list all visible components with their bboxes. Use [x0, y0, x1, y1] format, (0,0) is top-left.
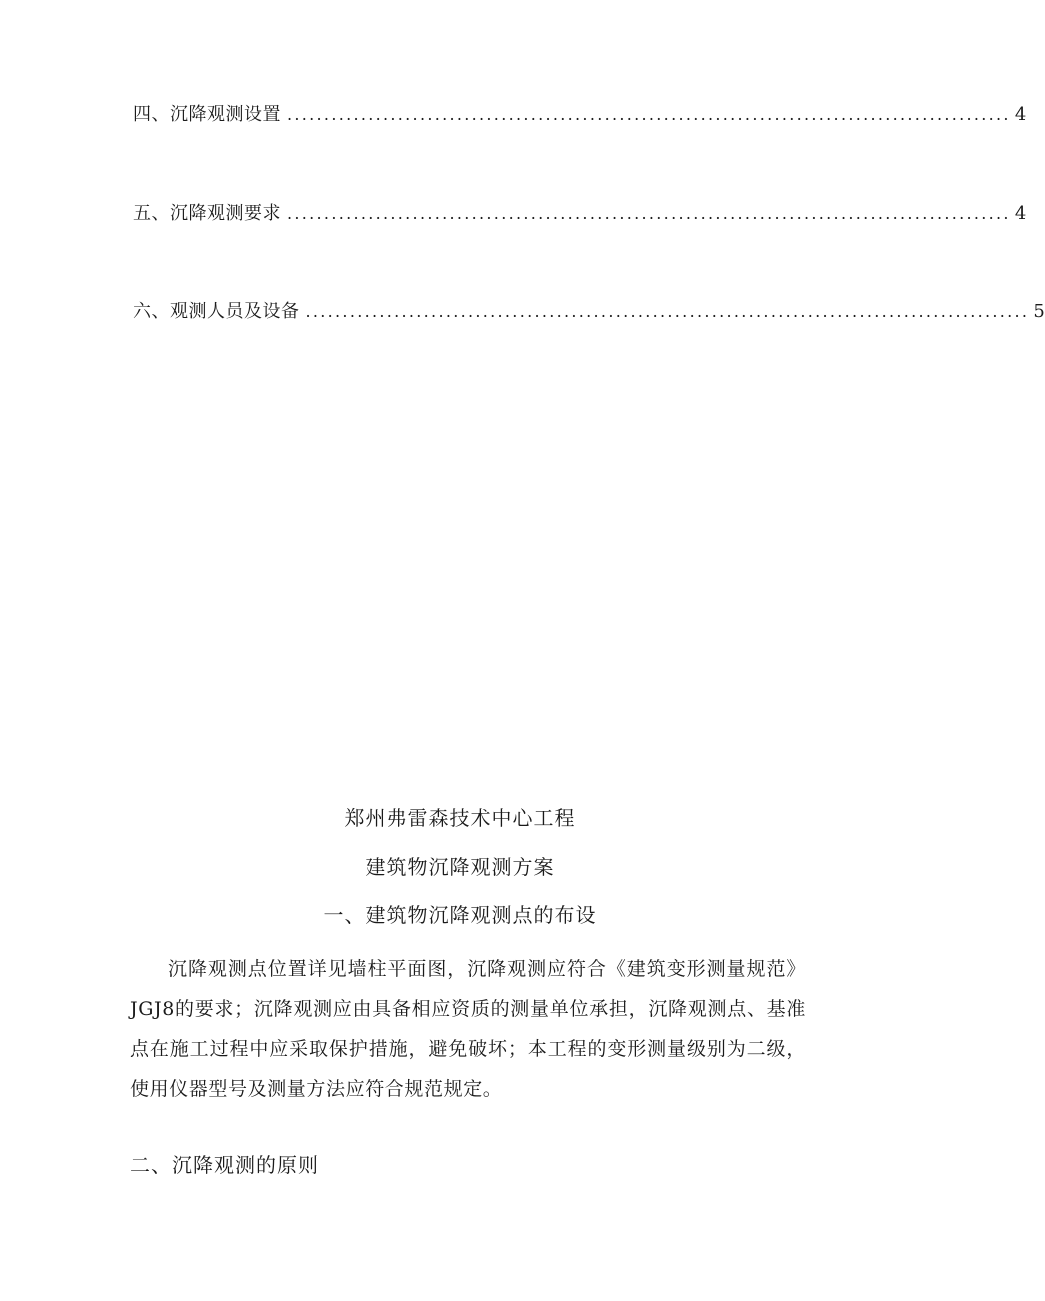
toc-entry-label: 五、沉降观测要求: [133, 203, 281, 224]
toc-entry-label: 六、观测人员及设备: [133, 301, 300, 322]
document-title: 建筑物沉降观测方案: [365, 855, 555, 879]
toc-entry[interactable]: [133, 200, 1027, 228]
section-1-paragraph: 沉降观测点位置详见墙柱平面图，沉降观测应符合《建筑变形测量规范》JGJ8的要求；沉降观测应由具备相应资质的测量单位承担，沉降观测点、基准点在施工过程中应采取保护措施，避免破坏；本工程的变形测量级别为二级，使用仪器型号及测量方法应符合规范规定。: [130, 958, 806, 1100]
toc-page-number: 4: [1014, 104, 1027, 125]
project-title: 郑州弗雷森技术中心工程: [344, 806, 576, 830]
section-2-heading: 二、沉降观测的原则: [130, 1153, 319, 1177]
toc-entry[interactable]: [133, 298, 1045, 326]
toc-page-number: 4: [1014, 203, 1027, 224]
section-1-heading: 一、建筑物沉降观测点的布设: [323, 903, 597, 927]
toc-entry-label: 四、沉降观测设置: [133, 104, 281, 125]
toc-dot-leader: ..................................................................................................: [287, 204, 1011, 223]
toc-entry[interactable]: [133, 101, 1027, 129]
toc-page-number: 5: [1033, 301, 1045, 322]
toc-dot-leader: ..................................................................................................: [305, 302, 1030, 321]
toc-dot-leader: ..................................................................................................: [287, 105, 1011, 124]
